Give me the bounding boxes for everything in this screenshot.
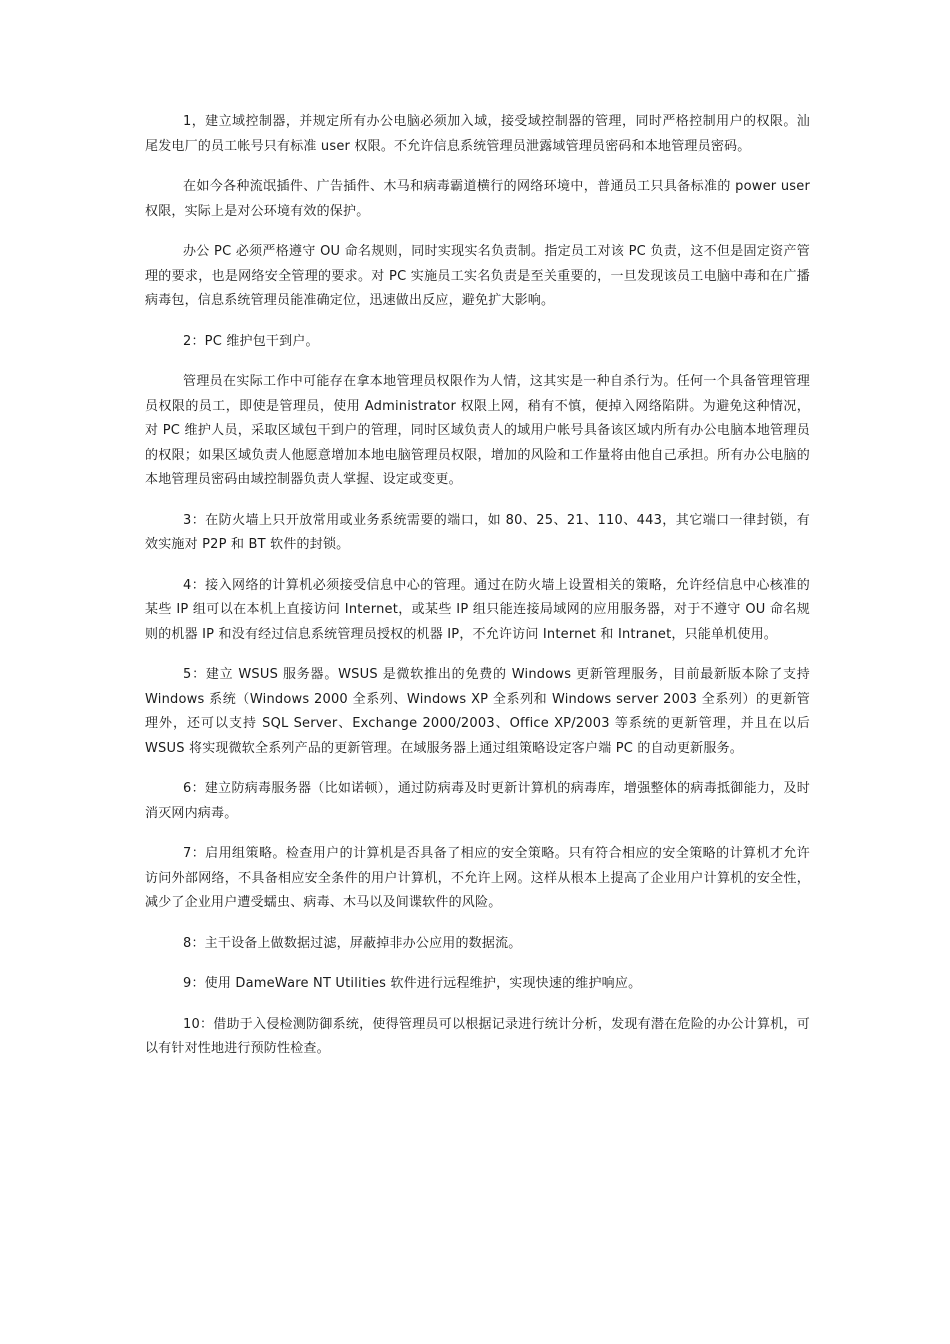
paragraph-8: 5：建立 WSUS 服务器。WSUS 是微软推出的免费的 Windows 更新管理服务，目前最新版本除了支持 Windows 系统（Windows 2000 全系列、Windows XP 全系列和 Windows server 2003 全系列）的更新管理外，还可以支持 SQL Server、Exchange 2000/2003、Office XP/2003 等系统的更新管理，并且在以后 WSUS 将实现微软全系列产品的更新管理。在域服务器上通过组策略设定客户端 PC 的自动更新服务。 — [145, 667, 810, 756]
paragraph-2: 在如今各种流氓插件、广告插件、木马和病毒霸道横行的网络环境中，普通员工只具备标准的 power user 权限，实际上是对公环境有效的保护。 — [145, 179, 810, 219]
paragraph-12: 9：使用 DameWare NT Utilities 软件进行远程维护，实现快速的维护响应。 — [183, 976, 642, 991]
paragraph-1: 1，建立域控制器，并规定所有办公电脑必须加入域，接受域控制器的管理，同时严格控制用户的权限。汕尾发电厂的员工帐号只有标准 user 权限。不允许信息系统管理员泄露域管理员密码和本地管理员密码。 — [145, 114, 810, 154]
paragraph-11: 8：主干设备上做数据过滤，屏蔽掉非办公应用的数据流。 — [183, 935, 522, 951]
paragraph-13: 10：借助于入侵检测防御系统，使得管理员可以根据记录进行统计分析，发现有潜在危险的办公计算机，可以有针对性地进行预防性检查。 — [145, 1016, 810, 1056]
document-body — [145, 110, 810, 1078]
paragraph-4: 2：PC 维护包干到户。 — [183, 333, 319, 349]
paragraph-6: 3：在防火墙上只开放常用或业务系统需要的端口，如 80、25、21、110、443，其它端口一律封锁，有效实施对 P2P 和 BT 软件的封锁。 — [145, 512, 810, 552]
paragraph-9: 6：建立防病毒服务器（比如诺顿），通过防病毒及时更新计算机的病毒库，增强整体的病毒抵御能力，及时消灭网内病毒。 — [145, 781, 810, 821]
paragraph-5: 管理员在实际工作中可能存在拿本地管理员权限作为人情，这其实是一种自杀行为。任何一个具备管理管理员权限的员工，即使是管理员，使用 Administrator 权限上网，稍有不慎，便掉入网络陷阱。为避免这种情况，对 PC 维护人员，采取区域包干到户的管理，同时区域负责人的域用户帐号具备该区域内所有办公电脑本地管理员的权限；如果区域负责人他愿意增加本地电脑管理员权限，增加的风险和工作量将由他自己承担。所有办公电脑的本地管理员密码由域控制器负责人掌握、设定或变更。 — [145, 374, 810, 487]
paragraph-3: 办公 PC 必须严格遵守 OU 命名规则，同时实现实名负责制。指定员工对该 PC 负责，这不但是固定资产管理的要求，也是网络安全管理的要求。对 PC 实施员工实名负责是至关重要的，一旦发现该员工电脑中毒和在广播病毒包，信息系统管理员能准确定位，迅速做出反应，避免扩大影响。 — [145, 244, 810, 308]
paragraph-10: 7：启用组策略。检查用户的计算机是否具备了相应的安全策略。只有符合相应的安全策略的计算机才允许访问外部网络，不具备相应安全条件的用户计算机，不允许上网。这样从根本上提高了企业用户计算机的安全性，减少了企业用户遭受蠕虫、病毒、木马以及间谍软件的风险。 — [145, 846, 810, 910]
paragraph-7: 4：接入网络的计算机必须接受信息中心的管理。通过在防火墙上设置相关的策略，允许经信息中心核准的某些 IP 组可以在本机上直接访问 Internet，或某些 IP 组只能连接局域网的应用服务器，对于不遵守 OU 命名规则的机器 IP 和没有经过信息系统管理员授权的机器 IP，不允许访问 Internet 和 Intranet，只能单机使用。 — [145, 577, 810, 642]
